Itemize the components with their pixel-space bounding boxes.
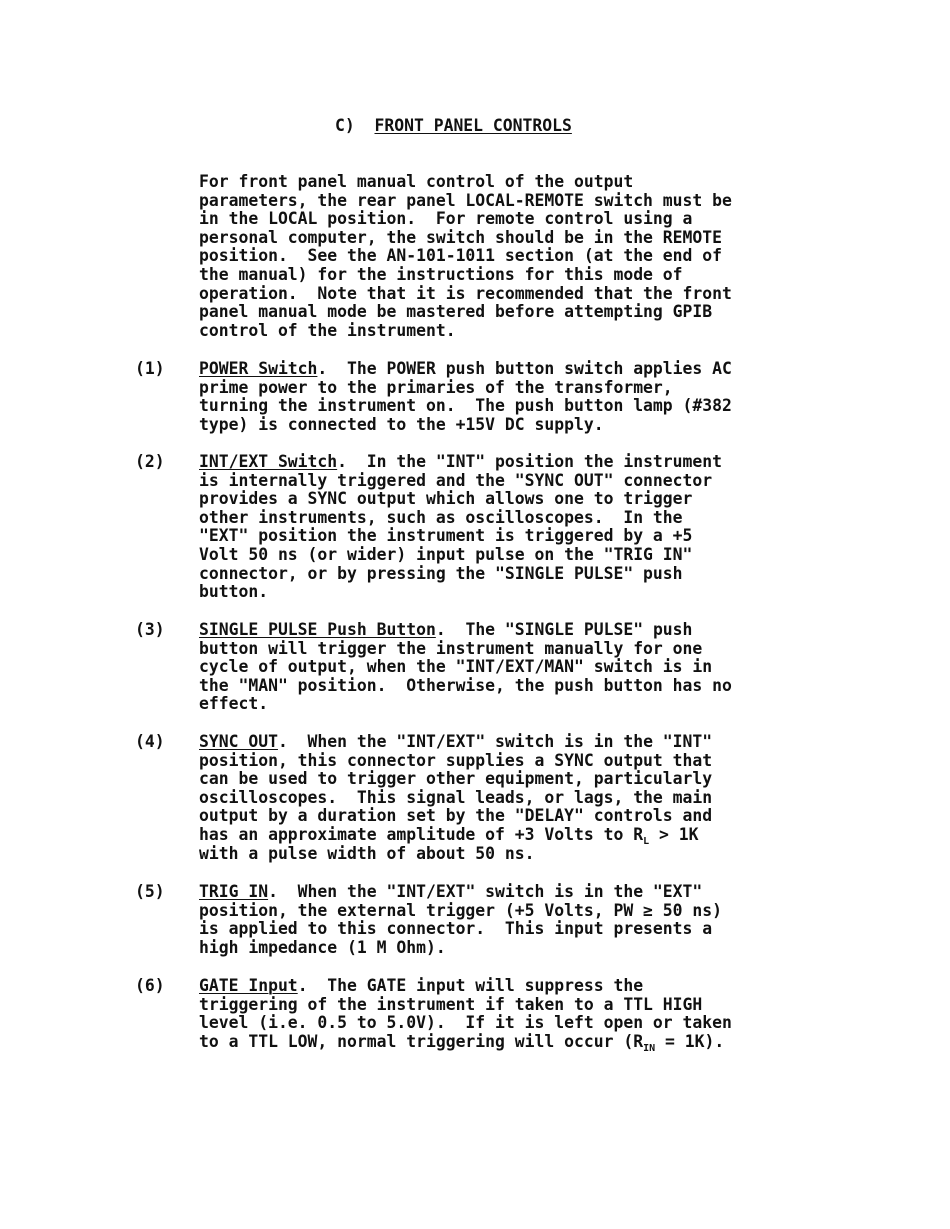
item-sync-out	[199, 733, 839, 863]
item-text-tail: > 1K with a pulse width of about 50 ns.	[199, 824, 699, 863]
section-letter: C)	[335, 116, 355, 135]
item-name: POWER Switch	[199, 359, 318, 378]
item-text: . When the "INT/EXT" switch is in the "INT" position, this connector supplies a SYNC output that can be used to trigger other equipment, particularly oscilloscopes. This signal leads, or lags, the main output by a duration set by the "DELAY" controls and has an approximate amplitude of +3 Volts to R	[199, 732, 713, 844]
section-heading	[335, 117, 572, 136]
item-text: . In the "INT" position the instrument is internally triggered and the "SYNC OUT" connector provides a SYNC output which allows one to trigger other instruments, such as oscilloscopes. In the "EXT" position the instrument is triggered by a +5 Volt 50 ns (or wider) input pulse on the "TRIG IN" connector, or by pressing the "SINGLE PULSE" push button.	[199, 452, 723, 602]
item-number: (4)	[135, 732, 165, 751]
item-int-ext-switch	[199, 453, 839, 602]
item-text: . The POWER push button switch applies AC prime power to the primaries of the transformer, turning the instrument on. The push button lamp (#382 type) is connected to the +15V DC supply.	[199, 359, 732, 434]
item-trig-in	[199, 883, 839, 957]
item-text-tail: = 1K).	[655, 1031, 725, 1051]
item-name: INT/EXT Switch	[199, 452, 338, 471]
item-number: (5)	[135, 882, 165, 901]
item-subscript: IN	[643, 1042, 656, 1054]
item-power-switch	[199, 360, 839, 434]
item-single-pulse	[199, 621, 839, 714]
item-number: (3)	[135, 620, 165, 639]
item-number: (2)	[135, 452, 165, 471]
item-name: SINGLE PULSE Push Button	[199, 620, 436, 639]
item-number: (1)	[135, 359, 165, 378]
item-number: (6)	[135, 976, 165, 995]
item-gate-input	[199, 976, 839, 1054]
item-text: . The "SINGLE PULSE" push button will trigger the instrument manually for one cycle of output, when the "INT/EXT/MAN" switch is in the "MAN" position. Otherwise, the push button has no effect.	[199, 620, 732, 714]
item-name: SYNC OUT	[199, 732, 278, 751]
item-name: TRIG IN	[199, 882, 269, 901]
item-subscript: L	[643, 835, 650, 847]
item-text: . The GATE input will suppress the triggering of the instrument if taken to a TTL HIGH level (i.e. 0.5 to 5.0V). If it is left open or taken to a TTL LOW, normal triggering will occur (R	[199, 976, 732, 1051]
item-name: GATE Input	[199, 976, 298, 995]
intro-paragraph: For front panel manual control of the output parameters, the rear panel LOCAL-REMOTE switch must be in the LOCAL position. For remote control using a personal computer, the switch should be in the REMOTE position. See the AN-101-1011 section (at the end of the manual) for the instructions for this mode of operation. Note that it is recommended that the front panel manual mode be mastered before attempting GPIB control of the instrument.	[199, 172, 732, 340]
section-title: FRONT PANEL CONTROLS	[374, 116, 572, 135]
item-text: . When the "INT/EXT" switch is in the "EXT" position, the external trigger (+5 Volts, PW ≥ 50 ns) is applied to this connector. This input presents a high impedance (1 M Ohm).	[199, 882, 723, 957]
